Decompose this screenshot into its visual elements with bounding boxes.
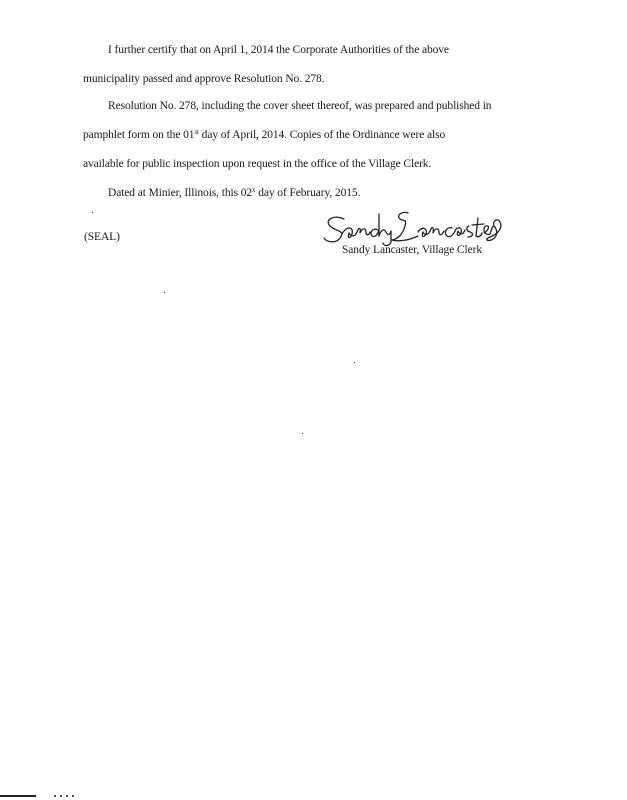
publication-line-2: [83, 129, 445, 141]
scan-speck: [354, 362, 355, 363]
dated-start: Dated at Minier, Illinois, this 02: [108, 187, 253, 199]
scan-edge-dots: [54, 795, 78, 797]
certification-line-1: I further certify that on April 1, 2014 the Corporate Authorities of the above: [108, 44, 449, 56]
dated-end: day of February, 2015.: [255, 187, 361, 199]
dated-line: [108, 187, 360, 199]
scan-speck: [302, 433, 303, 434]
publication-line-2-end: day of April, 2014. Copies of the Ordinance were also: [198, 129, 446, 141]
dated-ordinal-suffix: x: [252, 186, 256, 194]
publication-line-3: available for public inspection upon request in the office of the Village Clerk.: [83, 158, 432, 170]
scan-speck: [164, 292, 165, 293]
scan-speck: [92, 212, 93, 213]
publication-line-2-start: pamphlet form on the 01: [83, 129, 195, 141]
publication-line-1: Resolution No. 278, including the cover sheet thereof, was prepared and published in: [108, 100, 492, 112]
handwritten-signature: [320, 208, 505, 248]
publication-ordinal-suffix: st: [194, 128, 199, 136]
signer-name-title: Sandy Lancaster, Village Clerk: [342, 244, 482, 256]
certification-line-2: municipality passed and approve Resolution No. 278.: [83, 73, 325, 85]
scan-edge-mark: [0, 795, 36, 797]
seal-label: (SEAL): [84, 231, 120, 243]
